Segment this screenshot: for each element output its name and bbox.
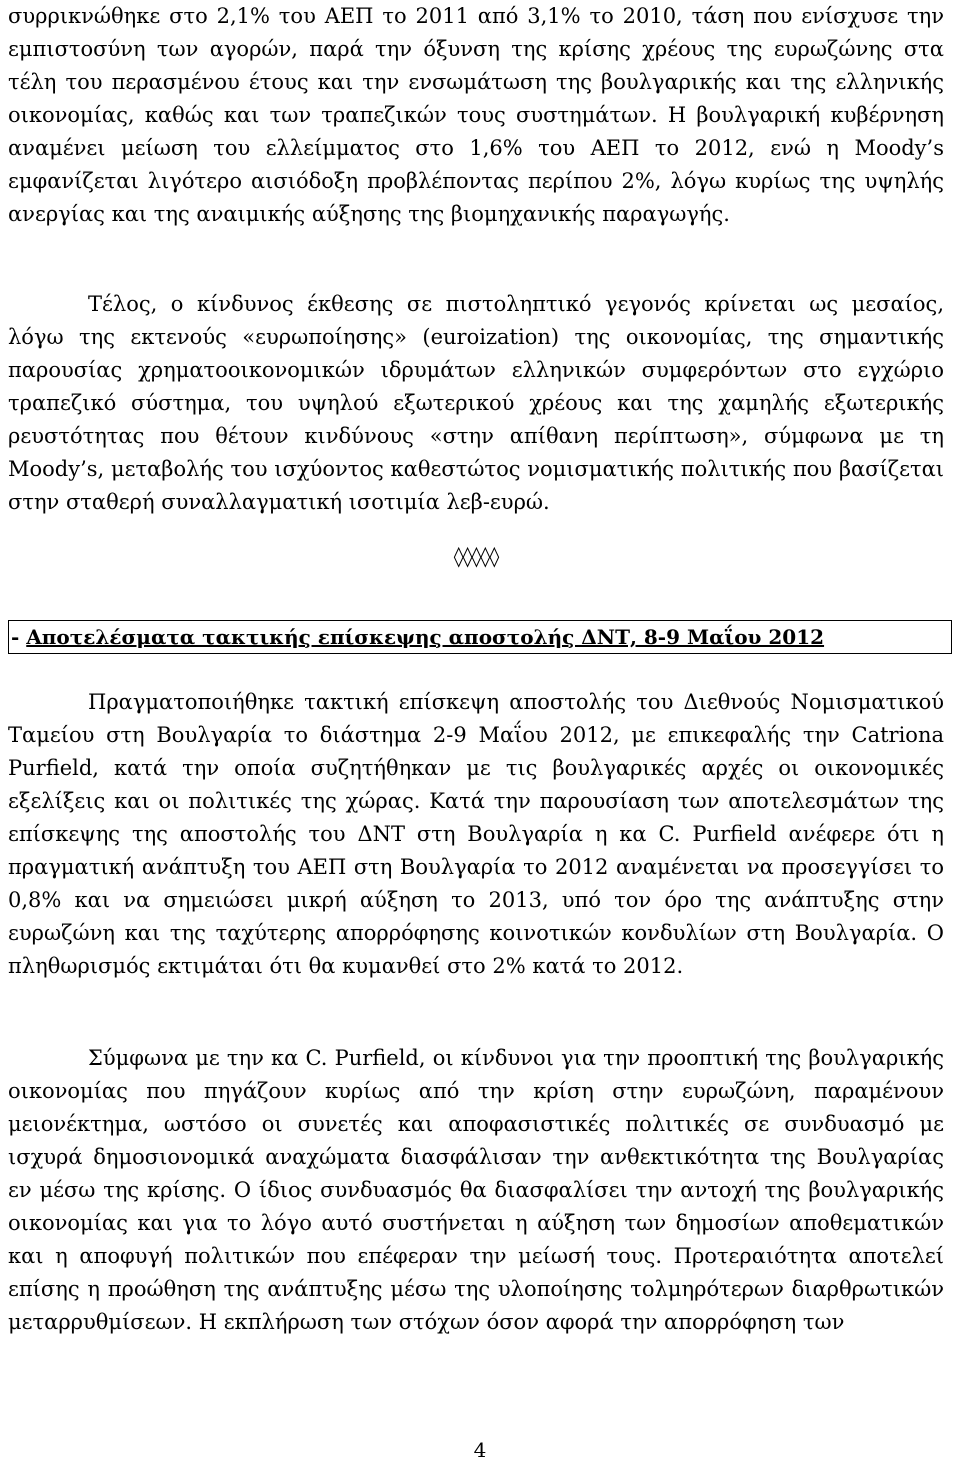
section-heading <box>8 620 952 654</box>
paragraph-credit-risk: Τέλος, ο κίνδυνος έκθεσης σε πιστοληπτικό γεγονός κρίνεται ως μεσαίος, λόγω της εκτενούς «ευρωποίησης» (euroization) της οικονομίας, της σημαντικής παρουσίας χρηματοοικονομικών ιδρυμάτων ελληνικών συμφερόντων στο εγχώριο τραπεζικό σύστημα, του υψηλού εξωτερικού χρέους και της χαμηλής εξωτερικής ρευστότητας που θέτουν κινδύνους «στην απίθανη περίπτωση», σύμφωνα με τη Moody’s, μεταβολής του ισχύοντος καθεστώτος νομισματικής πολιτικής που βασίζεται στην σταθερή συναλλαγματική ισοτιμία λεβ-ευρώ. <box>8 292 944 514</box>
paragraph-deficit: συρρικνώθηκε στο 2,1% του ΑΕΠ το 2011 από 3,1% το 2010, τάση που ενίσχυσε την εμπιστοσύνη των αγορών, παρά την όξυνση της κρίσης χρέους της ευρωζώνης στα τέλη του περασμένου έτους και την ενσωμάτωση της βουλγαρικής και της ελληνικής οικονομίας, καθώς και των τραπεζικών τους συστημάτων. Η βουλγαρική κυβέρνηση αναμένει μείωση του ελλείμματος στο 1,6% του ΑΕΠ το 2012, ενώ η Moody’s εμφανίζεται λιγότερο αισιόδοξη προβλέποντας περίπου 2%, λόγω κυρίως της υψηλής ανεργίας και της αναιμικής αύξησης της βιομηχανικής παραγωγής. <box>8 4 944 226</box>
paragraph-imf-risks: Σύμφωνα με την κα C. Purfield, οι κίνδυνοι για την προοπτική της βουλγαρικής οικονομίας που πηγάζουν κυρίως από την κρίση στην ευρωζώνη, παραμένουν μειονέκτημα, ωστόσο οι συνετές και αποφασιστικές πολιτικές σε συνδυασμό με ισχυρά δημοσιονομικά αναχώματα διασφάλισαν την ανθεκτικότητα της Βουλγαρίας εν μέσω της κρίσης. Ο ίδιος συνδυασμός θα διασφαλίσει την αντοχή της βουλγαρικής οικονομίας και για το λόγο αυτό συστήνεται η αύξηση των δημοσίων αποθεματικών και η αποφυγή πολιτικών που επέφεραν την μείωσή τους. Προτεραιότητα αποτελεί επίσης η προώθηση της ανάπτυξης μέσω της υλοποίησης τολμηρότερων διαρθρωτικών μεταρρυθμίσεων. Η εκπλήρωση των στόχων όσον αφορά την απορρόφηση των <box>8 1046 944 1334</box>
section-separator: ◊◊◊◊◊ <box>453 544 499 568</box>
section-heading-title: Αποτελέσματα τακτικής επίσκεψης αποστολής ΔΝΤ, 8-9 Μαΐου 2012 <box>26 625 825 649</box>
page-number: 4 <box>473 1438 487 1462</box>
section-heading-prefix: - <box>11 625 27 649</box>
paragraph-imf-visit: Πραγματοποιήθηκε τακτική επίσκεψη αποστολής του Διεθνούς Νομισματικού Ταμείου στη Βουλγαρία το διάστημα 2-9 Μαΐου 2012, με επικεφαλής την Catriona Purfield, κατά την οποία συζητήθηκαν με τις βουλγαρικές αρχές οι οικονομικές εξελίξεις και οι πολιτικές της χώρας. Κατά την παρουσίαση των αποτελεσμάτων της επίσκεψης της αποστολής του ΔΝΤ στη Βουλγαρία η κα C. Purfield ανέφερε ότι η πραγματική ανάπτυξη του ΑΕΠ στη Βουλγαρία το 2012 αναμένεται να προσεγγίσει το 0,8% και να σημειώσει μικρή αύξηση το 2013, υπό τον όρο της ανάπτυξης στην ευρωζώνη και της ταχύτερης απορρόφησης κοινοτικών κονδυλίων στη Βουλγαρία. Ο πληθωρισμός εκτιμάται ότι θα κυμανθεί στο 2% κατά το 2012. <box>8 690 944 978</box>
